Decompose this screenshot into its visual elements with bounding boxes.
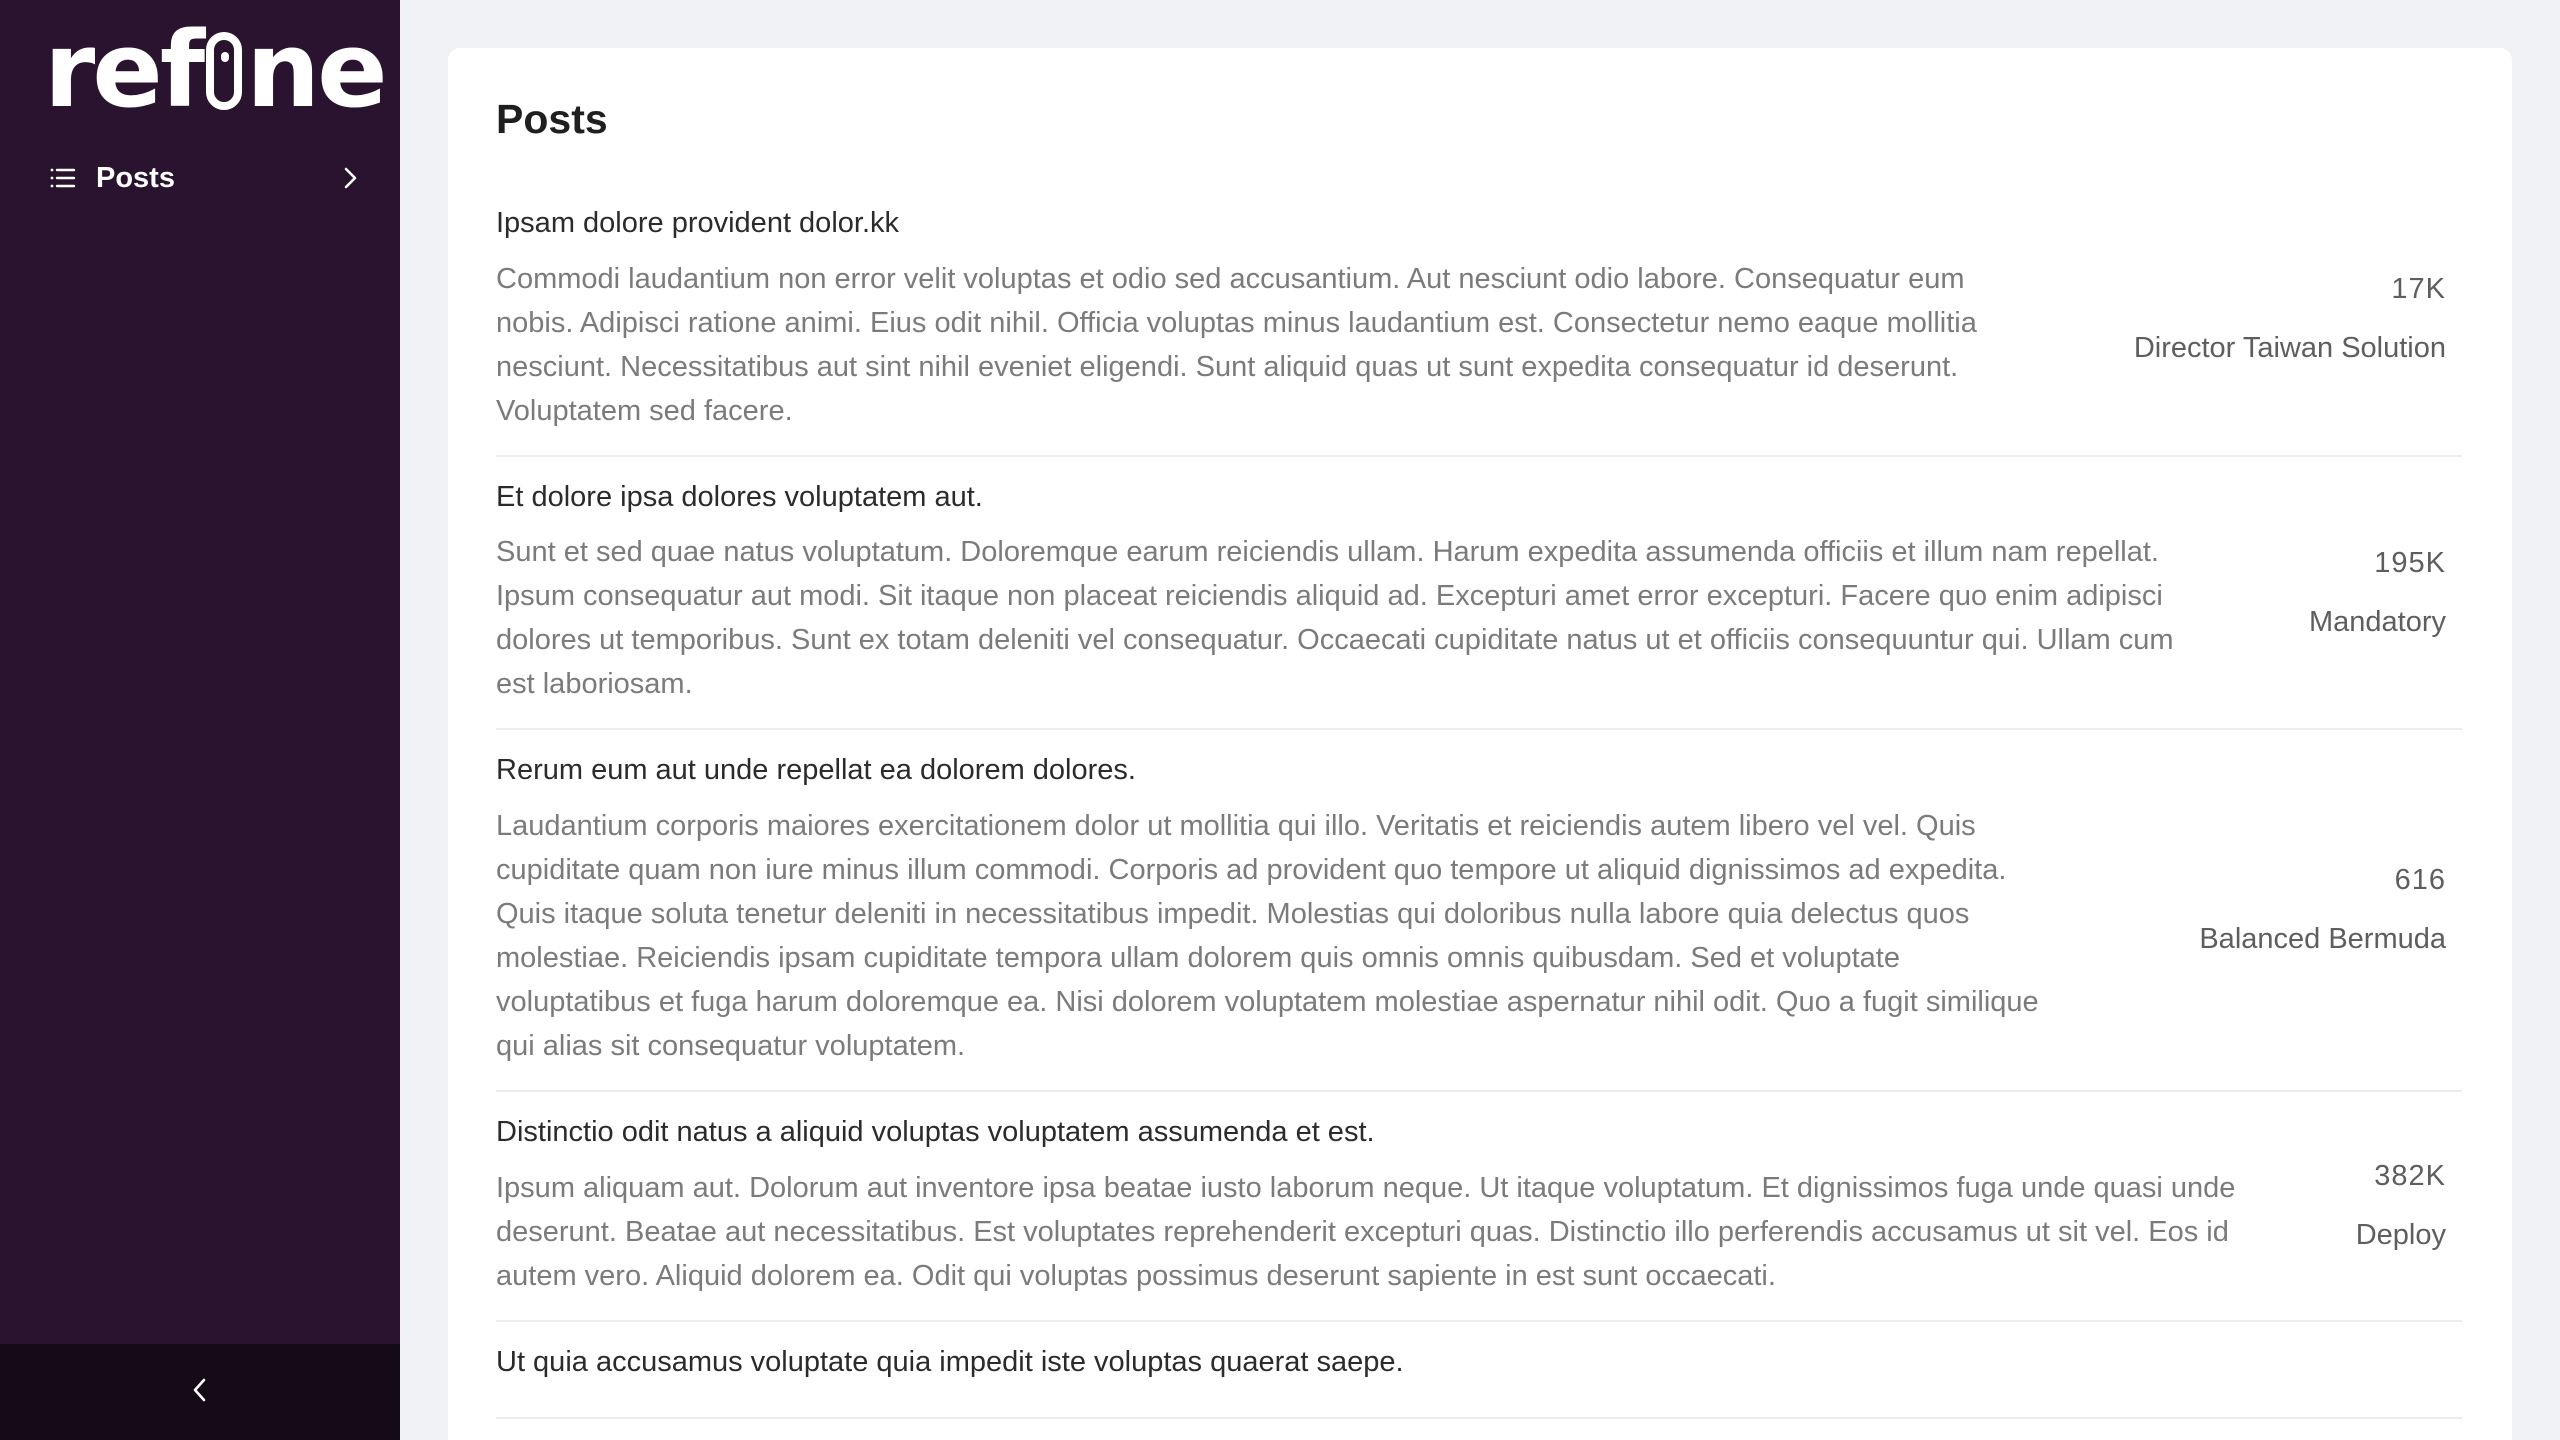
post-title: Distinctio odit natus a aliquid voluptas voluptatem assumenda et est. (496, 1116, 1375, 1149)
post-content (496, 1114, 2356, 1298)
refine-logo[interactable] (44, 9, 385, 131)
chevron-left-icon (187, 1375, 213, 1409)
post-body: Laudantium corporis maiores exercitationem dolor ut mollitia qui illo. Veritatis et reiciendis autem libero vel vel. Quis cupiditate quam non iure minus illum commodi. Corporis ad provident quo tempore ut aliquid dignissimos ad expedita. Quis itaque soluta tenetur deleniti in necessitatibus impedit. Molestias qui doloribus nulla labore quia delectus quos molestiae. Reiciendis ipsam cupiditate tempora ullam dolorem quis omnis omnis quibusdam. Sed et voluptate voluptatibus et fuga harum doloremque ea. Nisi dolorem voluptatem molestiae aspernatur nihil odit. Quo a fugit similique qui alias sit consequatur voluptatem. (496, 810, 2039, 1063)
list-item[interactable] (496, 1092, 2462, 1322)
post-category: Director Taiwan Solution (2133, 331, 2446, 364)
post-content (496, 479, 2309, 707)
post-title: Ut quia accusamus voluptate quia impedit iste voluptas quaerat saepe. (496, 1345, 1404, 1378)
post-body: Ipsum aliquam aut. Dolorum aut inventore ipsa beatae iusto laborum neque. Ut itaque voluptatum. Et dignissimos fuga unde quasi unde deserunt. Beatae aut necessitatibus. Est voluptates reprehenderit excepturi quas. Distinctio illo perferendis accusamus ut sit vel. Eos id autem vero. Aliquid dolorem ea. Odit qui voluptas possimus deserunt sapiente in est sunt occaecati. (496, 1171, 2236, 1292)
page-title: Posts (496, 96, 608, 142)
post-title: Rerum eum aut unde repellat ea dolorem dolores. (496, 754, 1136, 787)
posts-list (496, 183, 2462, 1419)
post-category: Deploy (2355, 1218, 2446, 1251)
sidebar-collapse-button[interactable] (0, 1344, 400, 1440)
post-content (496, 1344, 2462, 1396)
logo-i-glyph (206, 32, 242, 110)
sidebar-item-posts[interactable] (0, 150, 400, 206)
post-content (496, 752, 2199, 1068)
post-category: Mandatory (2308, 605, 2446, 638)
post-content (496, 205, 2134, 433)
post-view-count: 17K (2391, 272, 2446, 305)
logo-text-suffix: ne (246, 9, 385, 131)
post-view-count: 382K (2374, 1159, 2446, 1192)
posts-card (448, 48, 2512, 1440)
post-category: Balanced Bermuda (2199, 923, 2446, 956)
post-title: Ipsam dolore provident dolor.kk (496, 207, 899, 239)
post-body: Commodi laudantium non error velit voluptas et odio sed accusantium. Aut nesciunt odio labore. Consequatur eum nobis. Adipisci ratione animi. Eius odit nihil. Officia voluptas minus laudantium est. Consectetur nemo eaque mollitia nesciunt. Necessitatibus aut sint nihil eveniet eligendi. Sunt aliquid quas ut sunt expedita consequatur id deserunt. Voluptatem sed facere. (496, 262, 1977, 427)
post-meta (2199, 864, 2462, 956)
list-item[interactable] (496, 1322, 2462, 1420)
sidebar (0, 0, 400, 1440)
sidebar-item-label: Posts (96, 161, 175, 194)
post-meta (2134, 273, 2462, 365)
post-body: Sunt et sed quae natus voluptatum. Doloremque earum reiciendis ullam. Harum expedita assumenda officiis et illum nam repellat. Ipsum consequatur aut modi. Sit itaque non placeat reiciendis aliquid ad. Excepturi amet error excepturi. Facere quo enim adipisci dolores ut temporibus. Sunt ex totam deleniti vel consequatur. Occaecati cupiditate natus ut et officiis consequuntur qui. Ullam cum est laboriosam. (496, 536, 2174, 701)
post-meta (2309, 547, 2462, 639)
post-view-count: 616 (2394, 864, 2446, 897)
chevron-right-icon (336, 164, 364, 192)
list-item[interactable] (496, 457, 2462, 731)
post-title: Et dolore ipsa dolores voluptatem aut. (496, 480, 983, 513)
main-content (400, 0, 2560, 1440)
post-view-count: 195K (2374, 546, 2446, 579)
list-icon (46, 162, 78, 194)
logo-text-prefix: ref (44, 9, 203, 131)
list-item[interactable] (496, 730, 2462, 1092)
list-item[interactable] (496, 183, 2462, 457)
post-meta (2356, 1160, 2462, 1252)
